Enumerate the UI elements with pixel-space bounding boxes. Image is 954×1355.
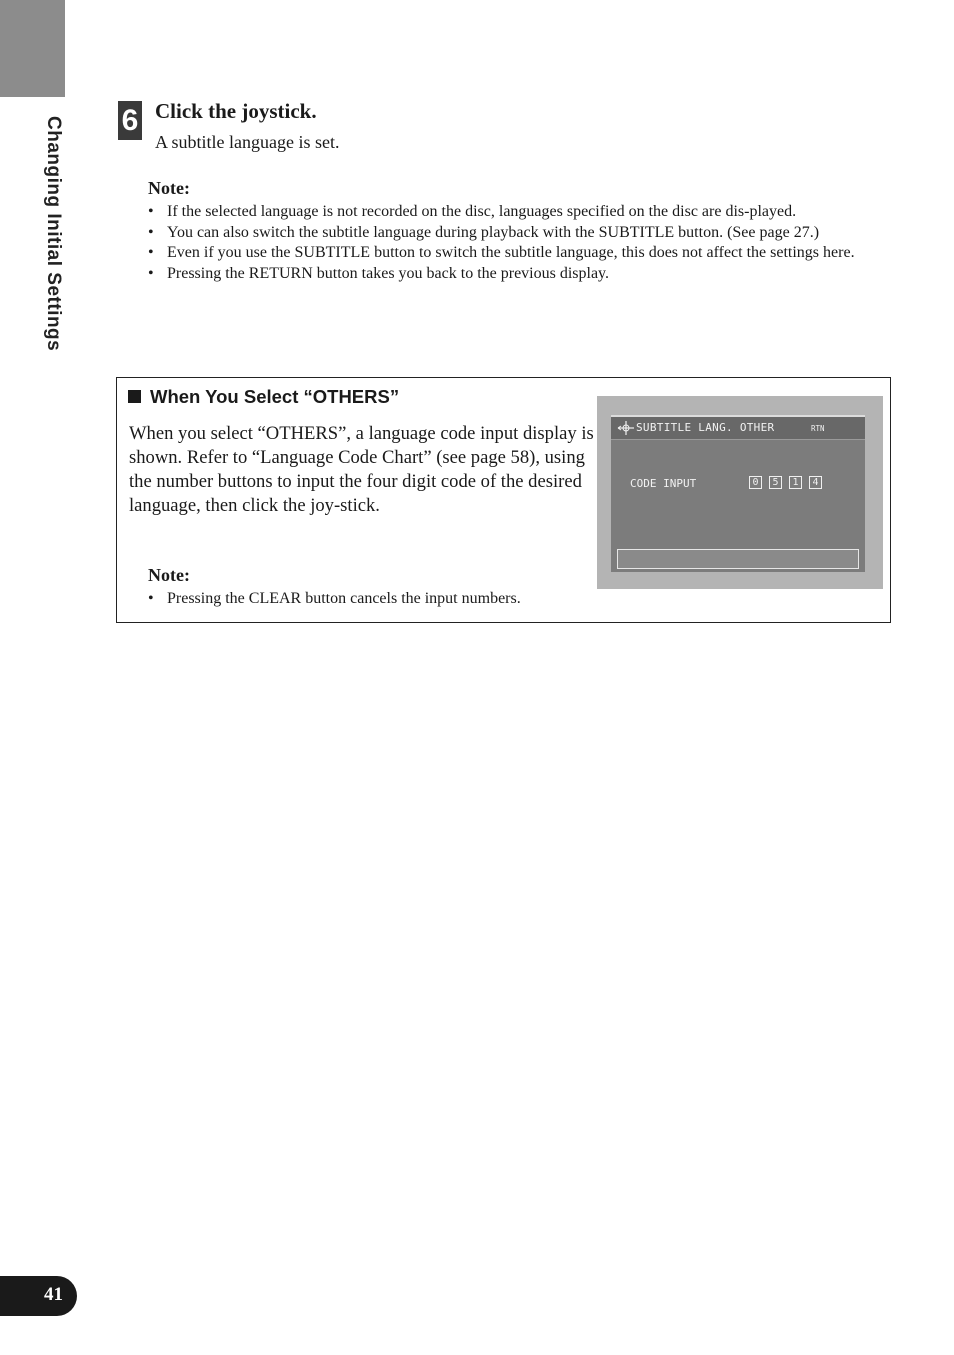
note-item: • Even if you use the SUBTITLE button to switch the subtitle language, this does not affect the settings here. [148, 243, 863, 264]
return-indicator: RTN [811, 424, 825, 433]
code-digit: 1 [789, 476, 802, 489]
note-item: • If the selected language is not recorded on the disc, languages specified on the disc are dis-played. [148, 202, 863, 223]
square-bullet-icon [128, 390, 141, 403]
note-item: • Pressing the CLEAR button cancels the input numbers. [148, 589, 588, 610]
screen-display [611, 415, 865, 572]
code-digit: 4 [809, 476, 822, 489]
screen-message-bar [617, 549, 859, 569]
others-section-title-text: When You Select “OTHERS” [150, 386, 400, 407]
note-list [148, 589, 588, 610]
others-section-body: When you select “OTHERS”, a language code input display is shown. Refer to “Language Code Chart” (see page 58), using the number buttons to input the four digit code of the desired language, then click the joy-stick. [129, 423, 594, 516]
page-number: 41 [44, 1284, 63, 1305]
note-heading: Note: [148, 565, 190, 585]
section-label: Changing Initial Settings [43, 116, 64, 352]
step-number: 6 [118, 101, 142, 140]
others-section-title [128, 386, 399, 408]
note-heading: Note: [148, 178, 190, 198]
side-tab [0, 0, 65, 97]
code-digit: 5 [769, 476, 782, 489]
screen-header [611, 417, 865, 440]
code-input-label: CODE INPUT [630, 477, 697, 490]
joystick-icon [617, 420, 635, 436]
code-digits [749, 476, 829, 489]
screen-illustration [597, 396, 883, 589]
step-title: Click the joystick. [155, 99, 317, 123]
note-item: • Pressing the RETURN button takes you back to the previous display. [148, 264, 863, 285]
page-number-badge [0, 1276, 77, 1316]
note-list [148, 202, 863, 284]
code-digit: 0 [749, 476, 762, 489]
note-item: • You can also switch the subtitle language during playback with the SUBTITLE button. (See page 27.) [148, 223, 863, 244]
step-description: A subtitle language is set. [155, 132, 340, 152]
screen-title: SUBTITLE LANG. OTHER [636, 421, 775, 434]
